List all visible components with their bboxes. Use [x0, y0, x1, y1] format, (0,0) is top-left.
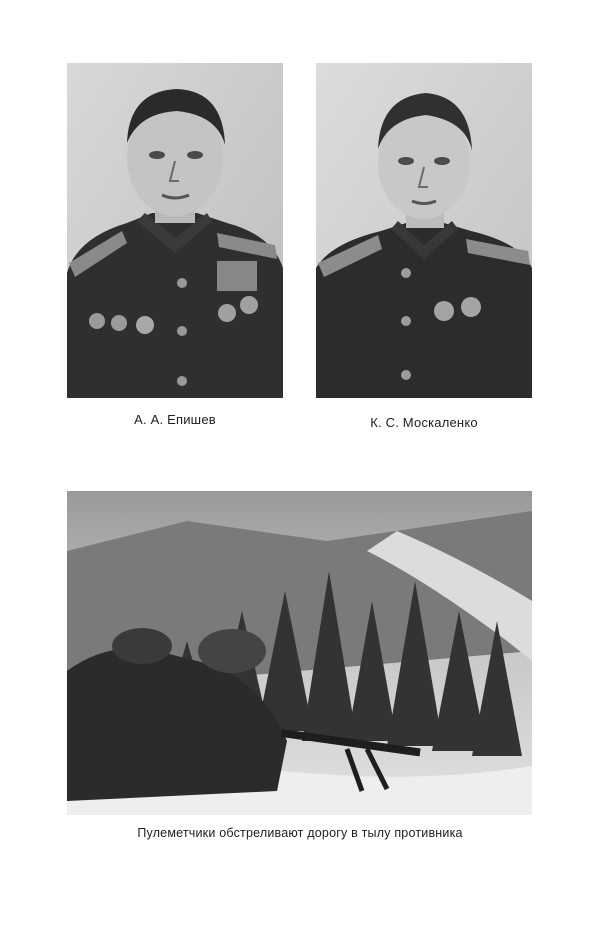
scene-image	[67, 491, 532, 815]
caption-left-portrait: А. А. Епишев	[134, 412, 216, 427]
portrait-image-left	[67, 63, 283, 398]
scene-photo-machine-gunners	[67, 491, 532, 815]
caption-right-portrait: К. С. Москаленко	[370, 415, 478, 430]
portrait-photo-right	[316, 63, 532, 398]
portrait-image-right	[316, 63, 532, 398]
caption-scene-photo: Пулеметчики обстреливают дорогу в тылу противника	[137, 826, 463, 840]
portrait-photo-left	[67, 63, 283, 398]
